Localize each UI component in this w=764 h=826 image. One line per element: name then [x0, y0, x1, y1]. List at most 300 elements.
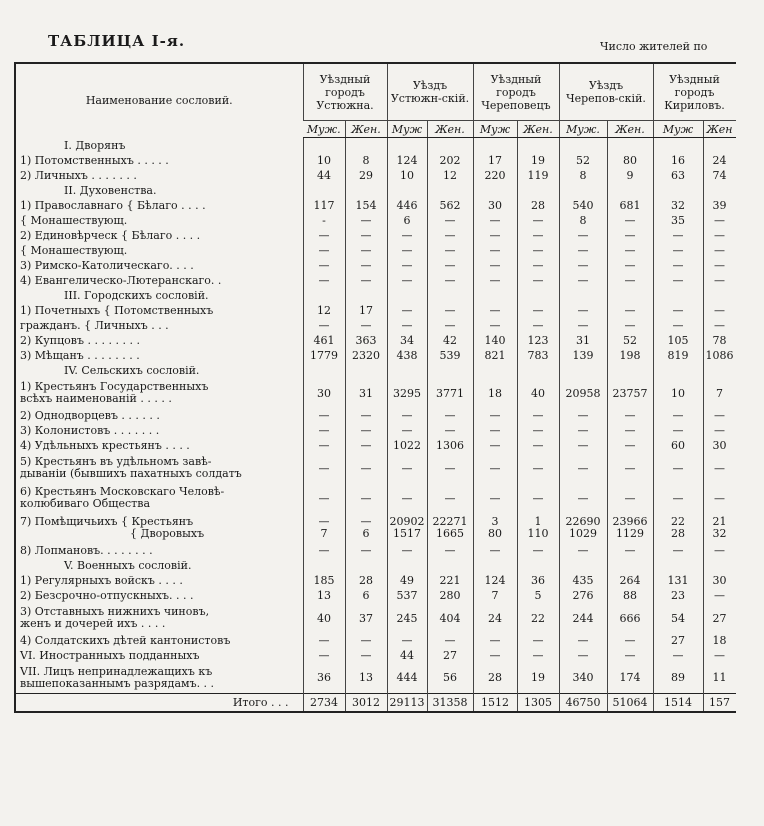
district-header: Уѣздный городъ Устюжна. [303, 63, 387, 121]
value-cell: 24 [473, 603, 517, 633]
value-cell: 244 [559, 603, 607, 633]
value-cell: 1306 [427, 438, 473, 453]
table-row [15, 213, 736, 228]
table-body [15, 138, 736, 712]
value-cell: — [559, 228, 607, 243]
value-cell: — [345, 243, 387, 258]
value-cell [345, 558, 387, 573]
value-cell: — [517, 633, 559, 648]
table-row [15, 228, 736, 243]
value-cell: — [387, 258, 427, 273]
row-label: 4) Удѣльныхъ крестьянъ . . . . [20, 439, 190, 452]
value-cell: — [653, 453, 703, 483]
value-cell: — [473, 408, 517, 423]
value-cell: 13 [345, 663, 387, 693]
value-cell: 124 [473, 573, 517, 588]
value-cell: 28 [345, 573, 387, 588]
value-cell: — [427, 453, 473, 483]
value-cell: 340 [559, 663, 607, 693]
value-cell: — [427, 543, 473, 558]
value-cell: — [427, 258, 473, 273]
value-cell: — [427, 408, 473, 423]
value-cell [559, 513, 607, 543]
value-cell: — [653, 408, 703, 423]
value-cell: — [387, 543, 427, 558]
value-cell: 23 [653, 588, 703, 603]
value-cell: — [559, 408, 607, 423]
value-cell: 174 [607, 663, 653, 693]
value-cell: — [703, 483, 736, 513]
value-cell: — [427, 228, 473, 243]
value-cell [303, 558, 345, 573]
value-cell: 666 [607, 603, 653, 633]
value-cell: — [345, 213, 387, 228]
value-cell: — [517, 648, 559, 663]
value-cell: — [607, 483, 653, 513]
value-cell: — [703, 273, 736, 288]
value-top: — [318, 515, 330, 528]
value-cell: 681 [607, 198, 653, 213]
value-cell [473, 138, 517, 154]
value-cell: — [607, 258, 653, 273]
value-cell [473, 513, 517, 543]
table-row [15, 303, 736, 318]
row-label-line: 3) Отставныхъ нижнихъ чиновъ, [20, 605, 210, 618]
row-label: 1) Регулярныхъ войскъ . . . . [20, 574, 183, 587]
value-cell: — [703, 228, 736, 243]
value-cell: — [517, 483, 559, 513]
row-label [15, 603, 303, 633]
value-cell [345, 513, 387, 543]
value-cell: 18 [703, 633, 736, 648]
value-cell: 30 [703, 573, 736, 588]
row-label: II. Духовенства. [64, 184, 157, 197]
value-cell: — [559, 303, 607, 318]
value-cell: — [303, 228, 345, 243]
value-cell: 540 [559, 198, 607, 213]
value-cell: — [559, 438, 607, 453]
value-cell [517, 138, 559, 154]
value-cell: 39 [703, 198, 736, 213]
value-cell: — [345, 633, 387, 648]
value-cell: 44 [303, 168, 345, 183]
value-cell: 139 [559, 348, 607, 363]
row-label: 4) Евангелическо-Лютеранскаго. . [20, 274, 222, 287]
value-cell [607, 363, 653, 378]
value-cell: — [703, 588, 736, 603]
value-bottom: 32 [712, 527, 727, 540]
district-header: Уѣздный городъ Кириловъ. [653, 63, 736, 121]
value-cell: — [653, 273, 703, 288]
value-cell: — [703, 423, 736, 438]
value-cell: 363 [345, 333, 387, 348]
value-cell: — [607, 273, 653, 288]
value-cell: — [559, 243, 607, 258]
value-cell: — [559, 318, 607, 333]
value-cell: 10 [303, 153, 345, 168]
value-cell: 28 [517, 198, 559, 213]
value-cell: — [607, 438, 653, 453]
value-cell: 105 [653, 333, 703, 348]
value-cell: — [607, 648, 653, 663]
value-cell: 123 [517, 333, 559, 348]
value-bottom: 80 [488, 527, 502, 540]
census-table [14, 62, 736, 713]
value-cell: — [473, 273, 517, 288]
table-title: ТАБЛИЦА I-я. [48, 32, 186, 50]
value-cell [703, 138, 736, 154]
value-cell: — [517, 408, 559, 423]
value-cell: 264 [607, 573, 653, 588]
value-cell [427, 363, 473, 378]
row-label [15, 483, 303, 513]
value-cell: 31 [559, 333, 607, 348]
value-cell: — [473, 318, 517, 333]
value-cell: 220 [473, 168, 517, 183]
value-cell: 154 [345, 198, 387, 213]
value-cell: 32 [653, 198, 703, 213]
value-cell [303, 363, 345, 378]
value-bottom: 110 [527, 527, 549, 540]
section-row [15, 183, 736, 198]
value-cell: 3012 [345, 693, 387, 712]
value-cell: — [517, 273, 559, 288]
value-cell: — [345, 648, 387, 663]
value-cell: 276 [559, 588, 607, 603]
value-cell: — [517, 453, 559, 483]
value-cell: — [703, 243, 736, 258]
value-cell: 6 [345, 588, 387, 603]
value-cell: — [653, 303, 703, 318]
value-cell [427, 558, 473, 573]
row-label: III. Городскихъ сословій. [64, 289, 209, 302]
value-cell: 1086 [703, 348, 736, 363]
value-cell: 16 [653, 153, 703, 168]
row-label [15, 513, 303, 543]
value-cell [517, 183, 559, 198]
value-cell: 36 [303, 663, 345, 693]
value-cell: — [473, 648, 517, 663]
value-cell: - [303, 213, 345, 228]
value-cell: — [559, 423, 607, 438]
value-cell: — [387, 633, 427, 648]
value-cell [387, 513, 427, 543]
value-cell: 40 [517, 378, 559, 408]
value-cell: — [559, 453, 607, 483]
value-cell: 27 [703, 603, 736, 633]
value-cell [387, 183, 427, 198]
value-cell: 10 [387, 168, 427, 183]
male-header: Муж. [559, 121, 607, 138]
category-header: Наименование сословий. [85, 94, 233, 108]
male-header: Муж [387, 121, 427, 138]
value-cell [303, 288, 345, 303]
value-cell: 89 [653, 663, 703, 693]
value-cell: 1512 [473, 693, 517, 712]
value-cell: — [427, 303, 473, 318]
value-cell: 131 [653, 573, 703, 588]
value-cell: — [473, 213, 517, 228]
female-header: Жен. [517, 121, 559, 138]
value-cell: — [303, 453, 345, 483]
value-cell: 10 [653, 378, 703, 408]
value-cell: 22 [517, 603, 559, 633]
value-cell: — [345, 258, 387, 273]
row-label: 2) Личныхъ . . . . . . . [20, 169, 137, 182]
value-top: 1 [534, 515, 542, 528]
value-cell: 9 [607, 168, 653, 183]
row-label: 8) Лопмановъ. . . . . . . . [20, 544, 153, 557]
row-label: 1) Почетныхъ { Потомственныхъ [20, 304, 214, 317]
value-cell: 444 [387, 663, 427, 693]
value-cell: 31 [345, 378, 387, 408]
value-cell: 40 [303, 603, 345, 633]
table-row [15, 318, 736, 333]
value-cell: 6 [387, 213, 427, 228]
value-cell [345, 138, 387, 154]
value-cell [345, 363, 387, 378]
value-top: 22271 [432, 515, 468, 528]
value-cell: — [703, 318, 736, 333]
table-row [15, 603, 736, 633]
table-row [15, 258, 736, 273]
table-row [15, 588, 736, 603]
value-cell: 88 [607, 588, 653, 603]
table-row [15, 483, 736, 513]
value-cell: — [473, 483, 517, 513]
value-cell: 31358 [427, 693, 473, 712]
section-row [15, 288, 736, 303]
value-cell: 438 [387, 348, 427, 363]
row-label: 3) Колонистовъ . . . . . . . [20, 424, 160, 437]
value-cell: 117 [303, 198, 345, 213]
value-cell: — [303, 258, 345, 273]
value-cell: 27 [653, 633, 703, 648]
value-cell: — [387, 243, 427, 258]
value-cell: 74 [703, 168, 736, 183]
value-bottom: 1665 [436, 527, 464, 540]
value-cell: 3771 [427, 378, 473, 408]
value-top: 23966 [612, 515, 648, 528]
value-cell: 19 [517, 153, 559, 168]
value-cell: — [517, 438, 559, 453]
value-cell [559, 183, 607, 198]
value-cell: 461 [303, 333, 345, 348]
value-cell: — [387, 228, 427, 243]
value-cell: — [703, 543, 736, 558]
value-cell: — [387, 303, 427, 318]
value-cell [427, 513, 473, 543]
value-cell: — [703, 648, 736, 663]
row-label: I. Дворянъ [64, 138, 126, 152]
value-cell: 8 [559, 168, 607, 183]
value-cell: 17 [345, 303, 387, 318]
district-header: Уѣздный городъ Череповецъ [473, 63, 559, 121]
value-cell: 78 [703, 333, 736, 348]
row-label: { Монашествующ. [20, 244, 128, 257]
row-label: 3) Римско-Католическаго. . . . [20, 259, 194, 272]
value-cell: — [607, 318, 653, 333]
value-cell: 18 [473, 378, 517, 408]
table-row [15, 168, 736, 183]
value-cell: 7 [473, 588, 517, 603]
table-row [15, 153, 736, 168]
value-cell: — [303, 438, 345, 453]
value-cell: — [387, 423, 427, 438]
value-cell [559, 363, 607, 378]
value-cell: — [473, 258, 517, 273]
value-cell: — [303, 543, 345, 558]
row-label-line: 6) Крестьянъ Московскаго Человѣ- [20, 485, 225, 498]
female-header: Жен. [607, 121, 653, 138]
male-header: Муж. [303, 121, 345, 138]
section-row [15, 138, 736, 154]
value-cell: — [607, 228, 653, 243]
value-cell: 80 [607, 153, 653, 168]
table-row [15, 378, 736, 408]
value-cell [653, 363, 703, 378]
district-header: Уѣздъ Устюжн-скій. [387, 63, 473, 121]
table-row [15, 408, 736, 423]
value-cell: — [517, 543, 559, 558]
value-cell: — [345, 438, 387, 453]
table-row [15, 423, 736, 438]
value-cell: 198 [607, 348, 653, 363]
table-row [15, 543, 736, 558]
value-cell [473, 288, 517, 303]
value-cell [607, 558, 653, 573]
running-head: Число жителей по [600, 40, 708, 53]
value-cell: — [387, 273, 427, 288]
table-row [15, 513, 736, 543]
value-bottom: 6 [362, 527, 370, 540]
value-cell: — [607, 453, 653, 483]
value-cell: — [653, 423, 703, 438]
value-cell [703, 363, 736, 378]
value-cell: — [473, 303, 517, 318]
value-cell: — [303, 408, 345, 423]
value-cell: 46750 [559, 693, 607, 712]
value-cell: — [345, 423, 387, 438]
value-cell: 1022 [387, 438, 427, 453]
value-cell: — [303, 648, 345, 663]
table-row [15, 333, 736, 348]
value-cell: — [517, 423, 559, 438]
value-cell: — [303, 318, 345, 333]
value-cell [559, 138, 607, 154]
value-cell [607, 513, 653, 543]
row-label: 1) Православнаго { Бѣлаго . . . . [20, 199, 206, 212]
table-row [15, 273, 736, 288]
value-cell: — [303, 423, 345, 438]
value-cell: 157 [703, 693, 736, 712]
value-cell: 2734 [303, 693, 345, 712]
value-bottom: 1517 [393, 527, 421, 540]
value-cell: 51064 [607, 693, 653, 712]
row-label: 1) Потомственныхъ . . . . . [20, 154, 169, 167]
value-cell: 49 [387, 573, 427, 588]
row-label: 2) Купцовъ . . . . . . . . [20, 334, 140, 347]
value-cell: 8 [345, 153, 387, 168]
row-label [15, 378, 303, 408]
value-cell: 140 [473, 333, 517, 348]
value-cell: — [473, 453, 517, 483]
value-cell [607, 138, 653, 154]
value-cell [607, 183, 653, 198]
value-cell: — [607, 633, 653, 648]
value-cell: — [427, 243, 473, 258]
value-cell: 821 [473, 348, 517, 363]
value-cell: 34 [387, 333, 427, 348]
row-label-line: всѣхъ наименованій . . . . . [20, 392, 172, 405]
value-top: — [360, 515, 372, 528]
value-cell: — [345, 453, 387, 483]
value-cell: — [559, 633, 607, 648]
value-cell: 202 [427, 153, 473, 168]
value-cell: 12 [427, 168, 473, 183]
value-cell: — [345, 228, 387, 243]
row-label: { Монашествующ. [20, 214, 128, 227]
value-cell: — [703, 303, 736, 318]
value-cell: 35 [653, 213, 703, 228]
row-label [15, 663, 303, 693]
value-cell: — [345, 273, 387, 288]
table-row [15, 633, 736, 648]
row-label: 2) Однодворцевъ . . . . . . [20, 409, 160, 422]
value-cell: 245 [387, 603, 427, 633]
value-cell: 562 [427, 198, 473, 213]
value-cell: 30 [473, 198, 517, 213]
value-cell [387, 558, 427, 573]
value-cell [303, 513, 345, 543]
value-cell [703, 513, 736, 543]
value-cell: 56 [427, 663, 473, 693]
value-cell: 63 [653, 168, 703, 183]
section-row [15, 363, 736, 378]
value-cell: 119 [517, 168, 559, 183]
value-cell: — [303, 633, 345, 648]
value-cell: — [653, 243, 703, 258]
value-cell: — [517, 303, 559, 318]
row-label-line: женъ и дочерей ихъ . . . . [20, 617, 166, 630]
row-label-line: VII. Лицъ непринадлежащихъ къ [20, 664, 213, 678]
value-cell: 446 [387, 198, 427, 213]
table-row [15, 453, 736, 483]
value-cell: — [427, 213, 473, 228]
value-cell: 819 [653, 348, 703, 363]
value-cell: 8 [559, 213, 607, 228]
row-label [15, 453, 303, 483]
value-cell: — [473, 543, 517, 558]
value-cell [387, 363, 427, 378]
district-header: Уѣздъ Черепов-скій. [559, 63, 653, 121]
value-cell: — [427, 423, 473, 438]
row-label: гражданъ. { Личныхъ . . . [20, 319, 169, 332]
row-label-line: { Дворовыхъ [130, 527, 205, 540]
value-cell [517, 363, 559, 378]
value-cell: 537 [387, 588, 427, 603]
value-cell: 12 [303, 303, 345, 318]
row-label: V. Военныхъ сословій. [64, 559, 192, 572]
value-cell: — [517, 228, 559, 243]
value-cell: 539 [427, 348, 473, 363]
value-top: 3 [491, 515, 499, 528]
row-label: 2) Безсрочно-отпускныхъ. . . . [20, 589, 194, 602]
value-cell [473, 363, 517, 378]
value-cell: 60 [653, 438, 703, 453]
table-row [15, 198, 736, 213]
value-cell: — [303, 243, 345, 258]
